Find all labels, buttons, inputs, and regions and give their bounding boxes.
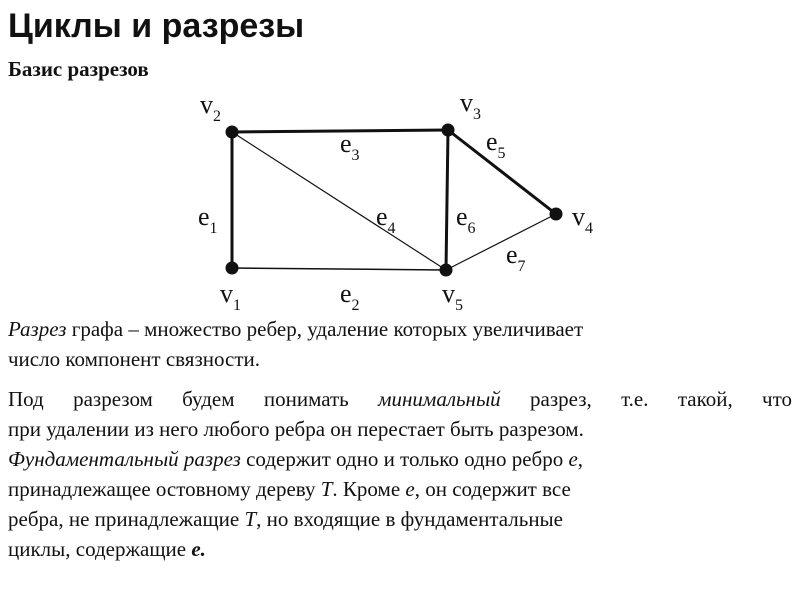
vertex-label-v4: $v_4$: [572, 202, 593, 237]
term-cut: Разрез: [8, 317, 67, 341]
edge-label-e4: $e_4$: [376, 202, 396, 237]
definition-line-2: число компонент связности.: [8, 347, 260, 371]
edge-e6: [446, 130, 448, 270]
definition-line-1: [8, 314, 583, 344]
symbol-e: e: [405, 477, 415, 501]
vertex-label-v5: $v_5$: [442, 279, 463, 314]
para2-text: разрез, т.е. такой, что: [500, 387, 793, 411]
para2-line-2: при удалении из него любого ребра он перестает быть разрезом.: [8, 417, 584, 441]
vertex-v1: [226, 262, 239, 275]
para2-text: ребра, не принадлежащие: [8, 507, 245, 531]
edge-label-e5: $e_5$: [486, 127, 506, 162]
definition-text: графа – множество ребер, удаление которых увеличивает: [66, 317, 584, 341]
para2-text: принадлежащее остовному дереву: [8, 477, 321, 501]
edge-label-e3: $e_3$: [340, 129, 360, 164]
edge-e2: [232, 268, 446, 270]
para2-text: . Кроме: [332, 477, 406, 501]
symbol-T: T: [320, 477, 333, 501]
vertex-v5: [440, 264, 453, 277]
para2-text: Под разрезом будем понимать: [8, 387, 379, 411]
section-subtitle: Базис разрезов: [8, 57, 149, 81]
symbol-e: e: [568, 447, 578, 471]
symbol-T: T: [244, 507, 257, 531]
edge-label-e1: $e_1$: [198, 202, 218, 237]
vertex-label-v1: $v_1$: [220, 279, 241, 314]
para2-text: , но входящие в фундаментальные: [256, 507, 563, 531]
vertex-label-v2: $v_2$: [200, 90, 221, 125]
para2-text: , он содержит все: [414, 477, 571, 501]
vertex-label-v3: $v_3$: [460, 88, 481, 123]
edge-label-e6: $e_6$: [456, 202, 476, 237]
page-title: Циклы и разрезы: [8, 7, 305, 45]
edge-label-e7: $e_7$: [506, 240, 526, 275]
para2-text: ,: [577, 447, 584, 471]
para2-text: содержит одно и только одно ребро: [240, 447, 569, 471]
para2-text: .: [200, 537, 206, 561]
para2-line-5: [8, 504, 792, 534]
edge-label-e2: $e_2$: [340, 279, 360, 314]
para2-line-4: [8, 474, 792, 504]
fundamental-cut-paragraph: [8, 384, 792, 564]
vertex-v4: [550, 208, 563, 221]
para2-line-3: [8, 444, 792, 474]
para2-line-1: [8, 384, 792, 414]
vertex-v3: [442, 124, 455, 137]
edge-e4: [232, 132, 446, 270]
symbol-e: e: [191, 537, 201, 561]
definition-paragraph: [8, 314, 583, 374]
term-minimal: минимальный: [378, 387, 501, 411]
term-fundamental-cut: Фундаментальный разрез: [8, 447, 241, 471]
para2-text: циклы, содержащие: [8, 537, 192, 561]
para2-line-6: [8, 534, 792, 564]
vertex-v2: [226, 126, 239, 139]
